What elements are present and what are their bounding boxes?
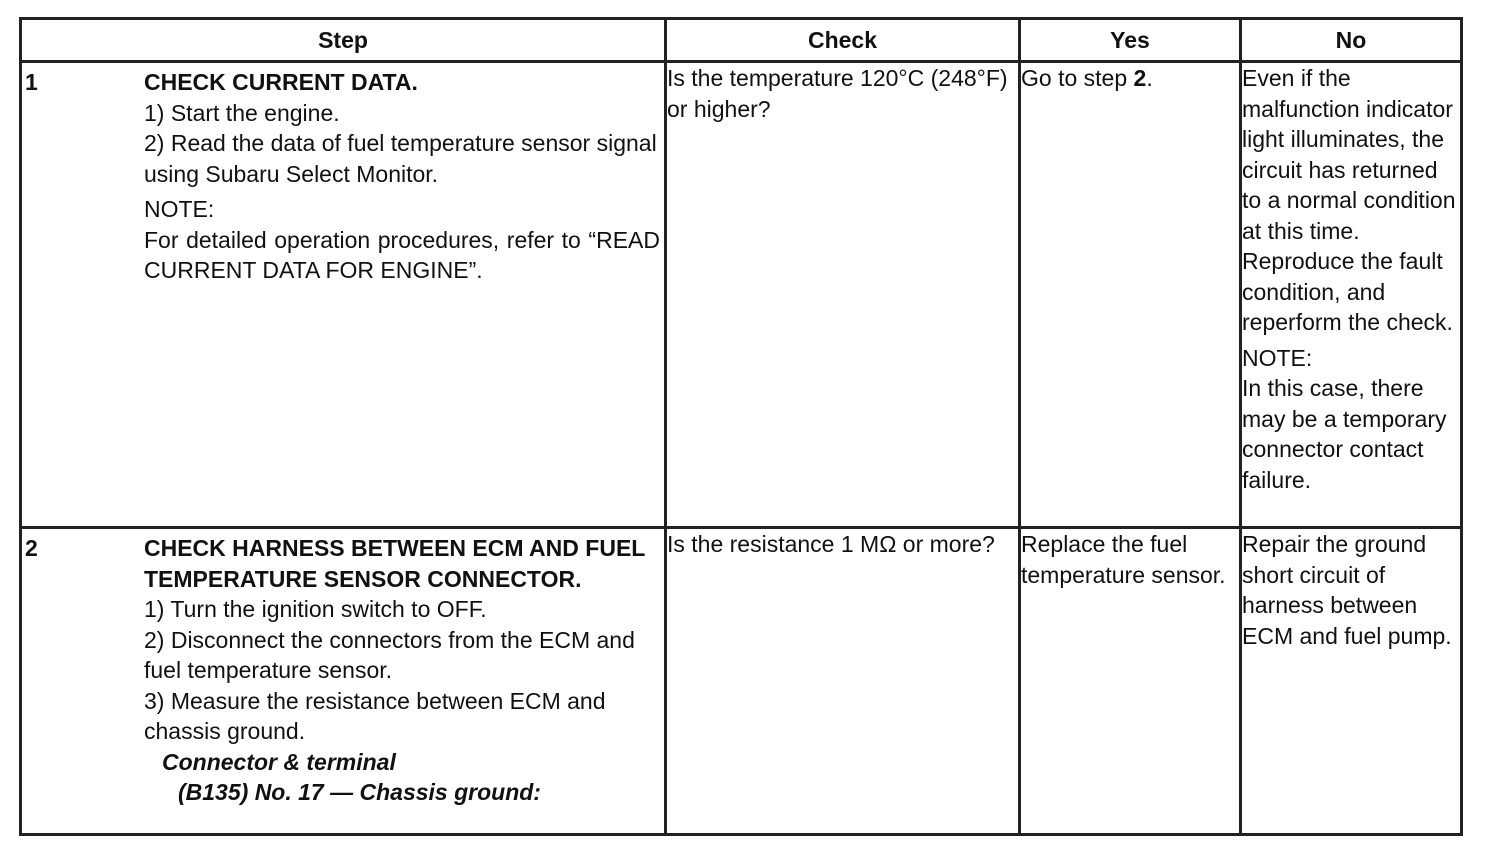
step-number: 2 [25, 535, 38, 561]
check-text: Is the resistance 1 MΩ or more? [667, 531, 995, 557]
header-row [21, 19, 1462, 62]
no-cell-2 [1241, 528, 1462, 835]
step-cell-2 [21, 528, 666, 835]
step-number: 1 [25, 69, 38, 95]
yes-cell-1 [1020, 62, 1241, 528]
check-cell-2 [666, 528, 1020, 835]
table-row-step-2 [21, 528, 1462, 835]
note-text: In this case, there may be a temporary connector contact failure. [1242, 375, 1447, 493]
header-yes: Yes [1020, 19, 1241, 62]
check-cell-1 [666, 62, 1020, 528]
note-label: NOTE: [1242, 344, 1313, 371]
yes-text-end: . [1146, 65, 1153, 91]
table-row-step-1 [21, 62, 1462, 528]
no-text: Repair the ground short circuit of harness between ECM and fuel pump. [1242, 531, 1452, 649]
yes-text: Go to step [1021, 65, 1134, 91]
step-instruction: 1) Start the engine. [144, 99, 340, 126]
connector-label: Connector & terminal [162, 748, 396, 775]
check-text: Is the temperature 120°C (248°F) or higher? [667, 65, 1008, 122]
step-title: CHECK CURRENT DATA. [144, 69, 418, 95]
step-instruction: 2) Read the data of fuel temperature sensor signal using Subaru Select Monitor. [144, 130, 657, 187]
diagnostic-table [19, 17, 1463, 836]
step-cell-1 [21, 62, 666, 528]
no-cell-1 [1241, 62, 1462, 528]
step-instruction: 3) Measure the resistance between ECM and chassis ground. [144, 687, 606, 744]
yes-text: Replace the fuel temperature sensor. [1021, 531, 1226, 588]
yes-step-ref: 2 [1133, 65, 1147, 91]
note-text: For detailed operation procedures, refer to “READ CURRENT DATA FOR ENGINE”. [144, 226, 660, 283]
yes-cell-2 [1020, 528, 1241, 835]
note-label: NOTE: [144, 196, 215, 222]
step-title: CHECK HARNESS BETWEEN ECM AND FUEL TEMPERATURE SENSOR CONNECTOR. [144, 535, 645, 592]
header-no: No [1241, 19, 1462, 62]
header-check: Check [666, 19, 1020, 62]
step-instruction: 1) Turn the ignition switch to OFF. [144, 596, 487, 622]
no-text: Even if the malfunction indicator light illuminates, the circuit has returned to a normal condition at this time. Reproduce the fault condition, and reperform the check. [1242, 65, 1456, 335]
step-instruction: 2) Disconnect the connectors from the ECM and fuel temperature sensor. [144, 626, 635, 683]
connector-value: (B135) No. 17 — Chassis ground: [178, 779, 541, 805]
header-step: Step [21, 19, 666, 62]
